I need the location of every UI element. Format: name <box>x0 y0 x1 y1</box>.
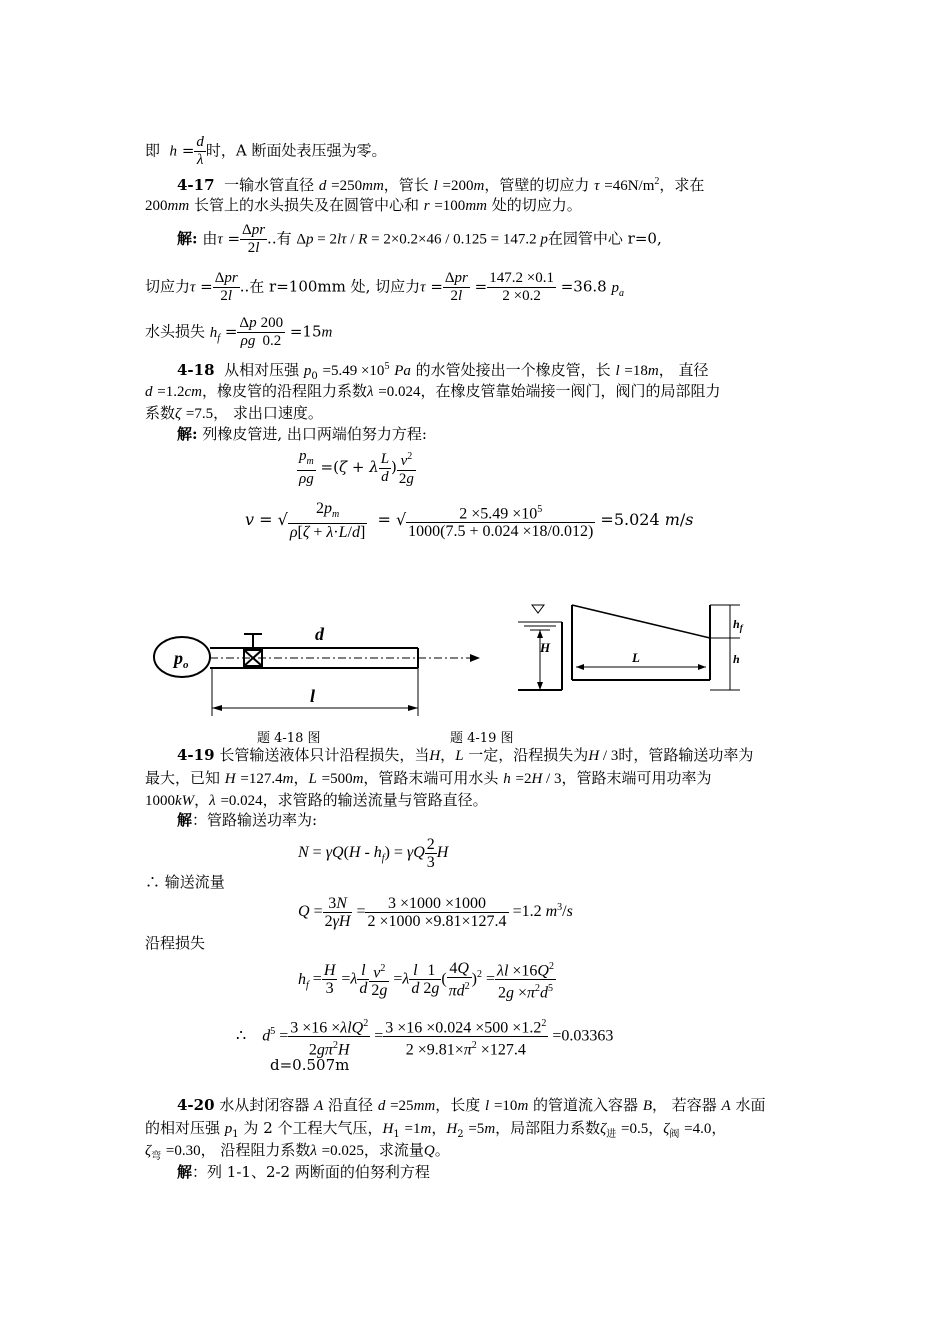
problem-4-20-line2: 的相对压强 $p_1$ 为 2 个工程大气压，$H_1 =1m$，$H_2 =5m$，局部阻力系数$\zeta_进 =0.5$，$\zeta_阀 =4.0$， <box>145 1119 727 1140</box>
label-h: h <box>733 652 740 666</box>
equation-4-19-1: $N = \gamma Q(H - h_f) = \gamma Q$ $\frac{2}{3}$ H <box>298 836 449 871</box>
label-l: l <box>310 686 316 706</box>
problem-4-19-line2: 最大，已知 H =127.4m，L =500m，管路末端可用水头 h =2H / 3，管路末端可用功率为 <box>145 769 712 787</box>
problem-4-20-line1: 4-20 水从封闭容器 A 沿直径 d =25mm，长度 l =10m 的管道流入容器 B， 若容器 A 水面 <box>177 1096 766 1114</box>
figure-4-18 <box>150 620 490 725</box>
equation-4-19-2: Q = $\frac{3N}{2\gamma H}$ = $\frac{3 \times 1000 \times 1000}{2 \times 1000 \times 9.81\times 127.4}$ =1.2 $m^3/s$ <box>298 895 573 930</box>
caption-4-18: 题 4-18 图 <box>257 731 321 746</box>
solution-4-17-line1: 解: 由τ = $\frac{\text{Δpr}}{2l}$ ..有 Δp = 2lτ / R = 2×0.2×46 / 0.125 = 147.2 p在园管中心 r=0, <box>177 222 662 256</box>
solution-4-17-line3: 水头损失 $h_f$ = $\frac{\Delta p}{\rho g}$ $\frac{200}{0.2}$ =15m <box>145 315 333 349</box>
solution-4-17-line2: 切应力τ = $\frac{\text{Δpr}}{2l}$ ..在 r=100mm 处, 切应力τ = $\frac{\text{Δpr}}{2l}$ = $\frac{147.2 \times 0.1}{2 \times 0.2}$ =36.8 $p_a$ <box>145 270 624 304</box>
problem-4-18-line2: d =1.2cm，橡皮管的沿程阻力系数λ =0.024，在橡皮管靠始端接一阀门，阀门的局部阻力 <box>145 382 721 400</box>
solution-4-18-line1: 解: 列橡皮管进, 出口两端伯努力方程: <box>177 425 427 443</box>
label-H: H <box>540 640 551 655</box>
label-L: L <box>632 650 640 665</box>
solution-4-19-line4: d=0.507m <box>270 1056 350 1074</box>
figure-4-19 <box>510 600 770 700</box>
solution-4-19-line2: ∴ 输送流量 <box>145 873 225 891</box>
problem-4-20-line3: $\zeta_弯 =0.30$， 沿程阻力系数λ =0.025，求流量Q。 <box>145 1141 450 1162</box>
text-line: 即 h = $\frac{d}{\lambda}$ 时，A 断面处表压强为零。 <box>145 134 387 168</box>
equation-4-19-4: ∴ $d^5$ = $\frac{3 \times 16 \times\lambda lQ^2}{2g\pi^2H}$ = $\frac{3 \times 16 \times 0.024 \times 500 \times 1.2^2}{2 \times 9.81\times\pi^2 \times 127.4}$ =0.03363 <box>236 1015 613 1059</box>
label-d: d <box>315 624 324 644</box>
problem-4-17-line1: 4-17 一输水管直径 d =250mm，管长 l =200m，管壁的切应力 $\tau =46N/m^2$，求在 <box>177 176 705 194</box>
problem-4-19-line1: 4-19 长管输送液体只计沿程损失，当H，L 一定，沿程损失为H / 3时，管路输送功率为 <box>177 746 754 764</box>
equation-4-18-2: v = √ $\frac{2p_m}{\rho[\zeta + \lambda\cdot L/d]}$ = √ $\frac{2 \times 5.49 \times 10^5}{1000(7.5 + 0.024 \times 18/0.012)}$ =5.024 m/s <box>245 500 694 542</box>
label-hf: $h_f$ <box>733 617 743 633</box>
label-p0: $p_o$ <box>174 648 189 671</box>
solution-4-20-line1: 解：列 1-1、2-2 两断面的伯努利方程 <box>177 1163 430 1181</box>
problem-4-19-line3: 1000kW，λ =0.024，求管路的输送流量与管路直径。 <box>145 791 488 809</box>
equation-4-18-1: $\frac{p_m}{\rho g}$ =(ζ + λ $\frac{L}{d}$ ) $\frac{v^2}{2g}$ <box>299 448 414 487</box>
problem-4-18-line1: 4-18 从相对压强 $p_0 =5.49 \times 10^5$ Pa 的水管处接出一个橡皮管，长 l =18m， 直径 <box>177 361 709 382</box>
problem-4-17-line2: 200mm 长管上的水头损失及在圆管中心和 r =100mm 处的切应力。 <box>145 196 582 214</box>
problem-4-18-line3: 系数ζ =7.5， 求出口速度。 <box>145 404 323 422</box>
caption-4-19: 题 4-19 图 <box>450 731 514 746</box>
solution-4-19-line3: 沿程损失 <box>145 934 206 952</box>
equation-4-19-3: $h_f$ = $\frac{H}{3}$ =λ $\frac{l}{d}$ $\frac{v^2}{2g}$ =λ $\frac{l}{d}$ $\frac{1}{2g}$ ( $\frac{4Q}{\pi d^2}$ )$^2$ = $\frac{\lambda l \times 16Q^2}{2g \times\pi^2d^5}$ <box>298 958 556 1002</box>
solution-4-19-line1: 解：管路输送功率为: <box>177 811 318 829</box>
